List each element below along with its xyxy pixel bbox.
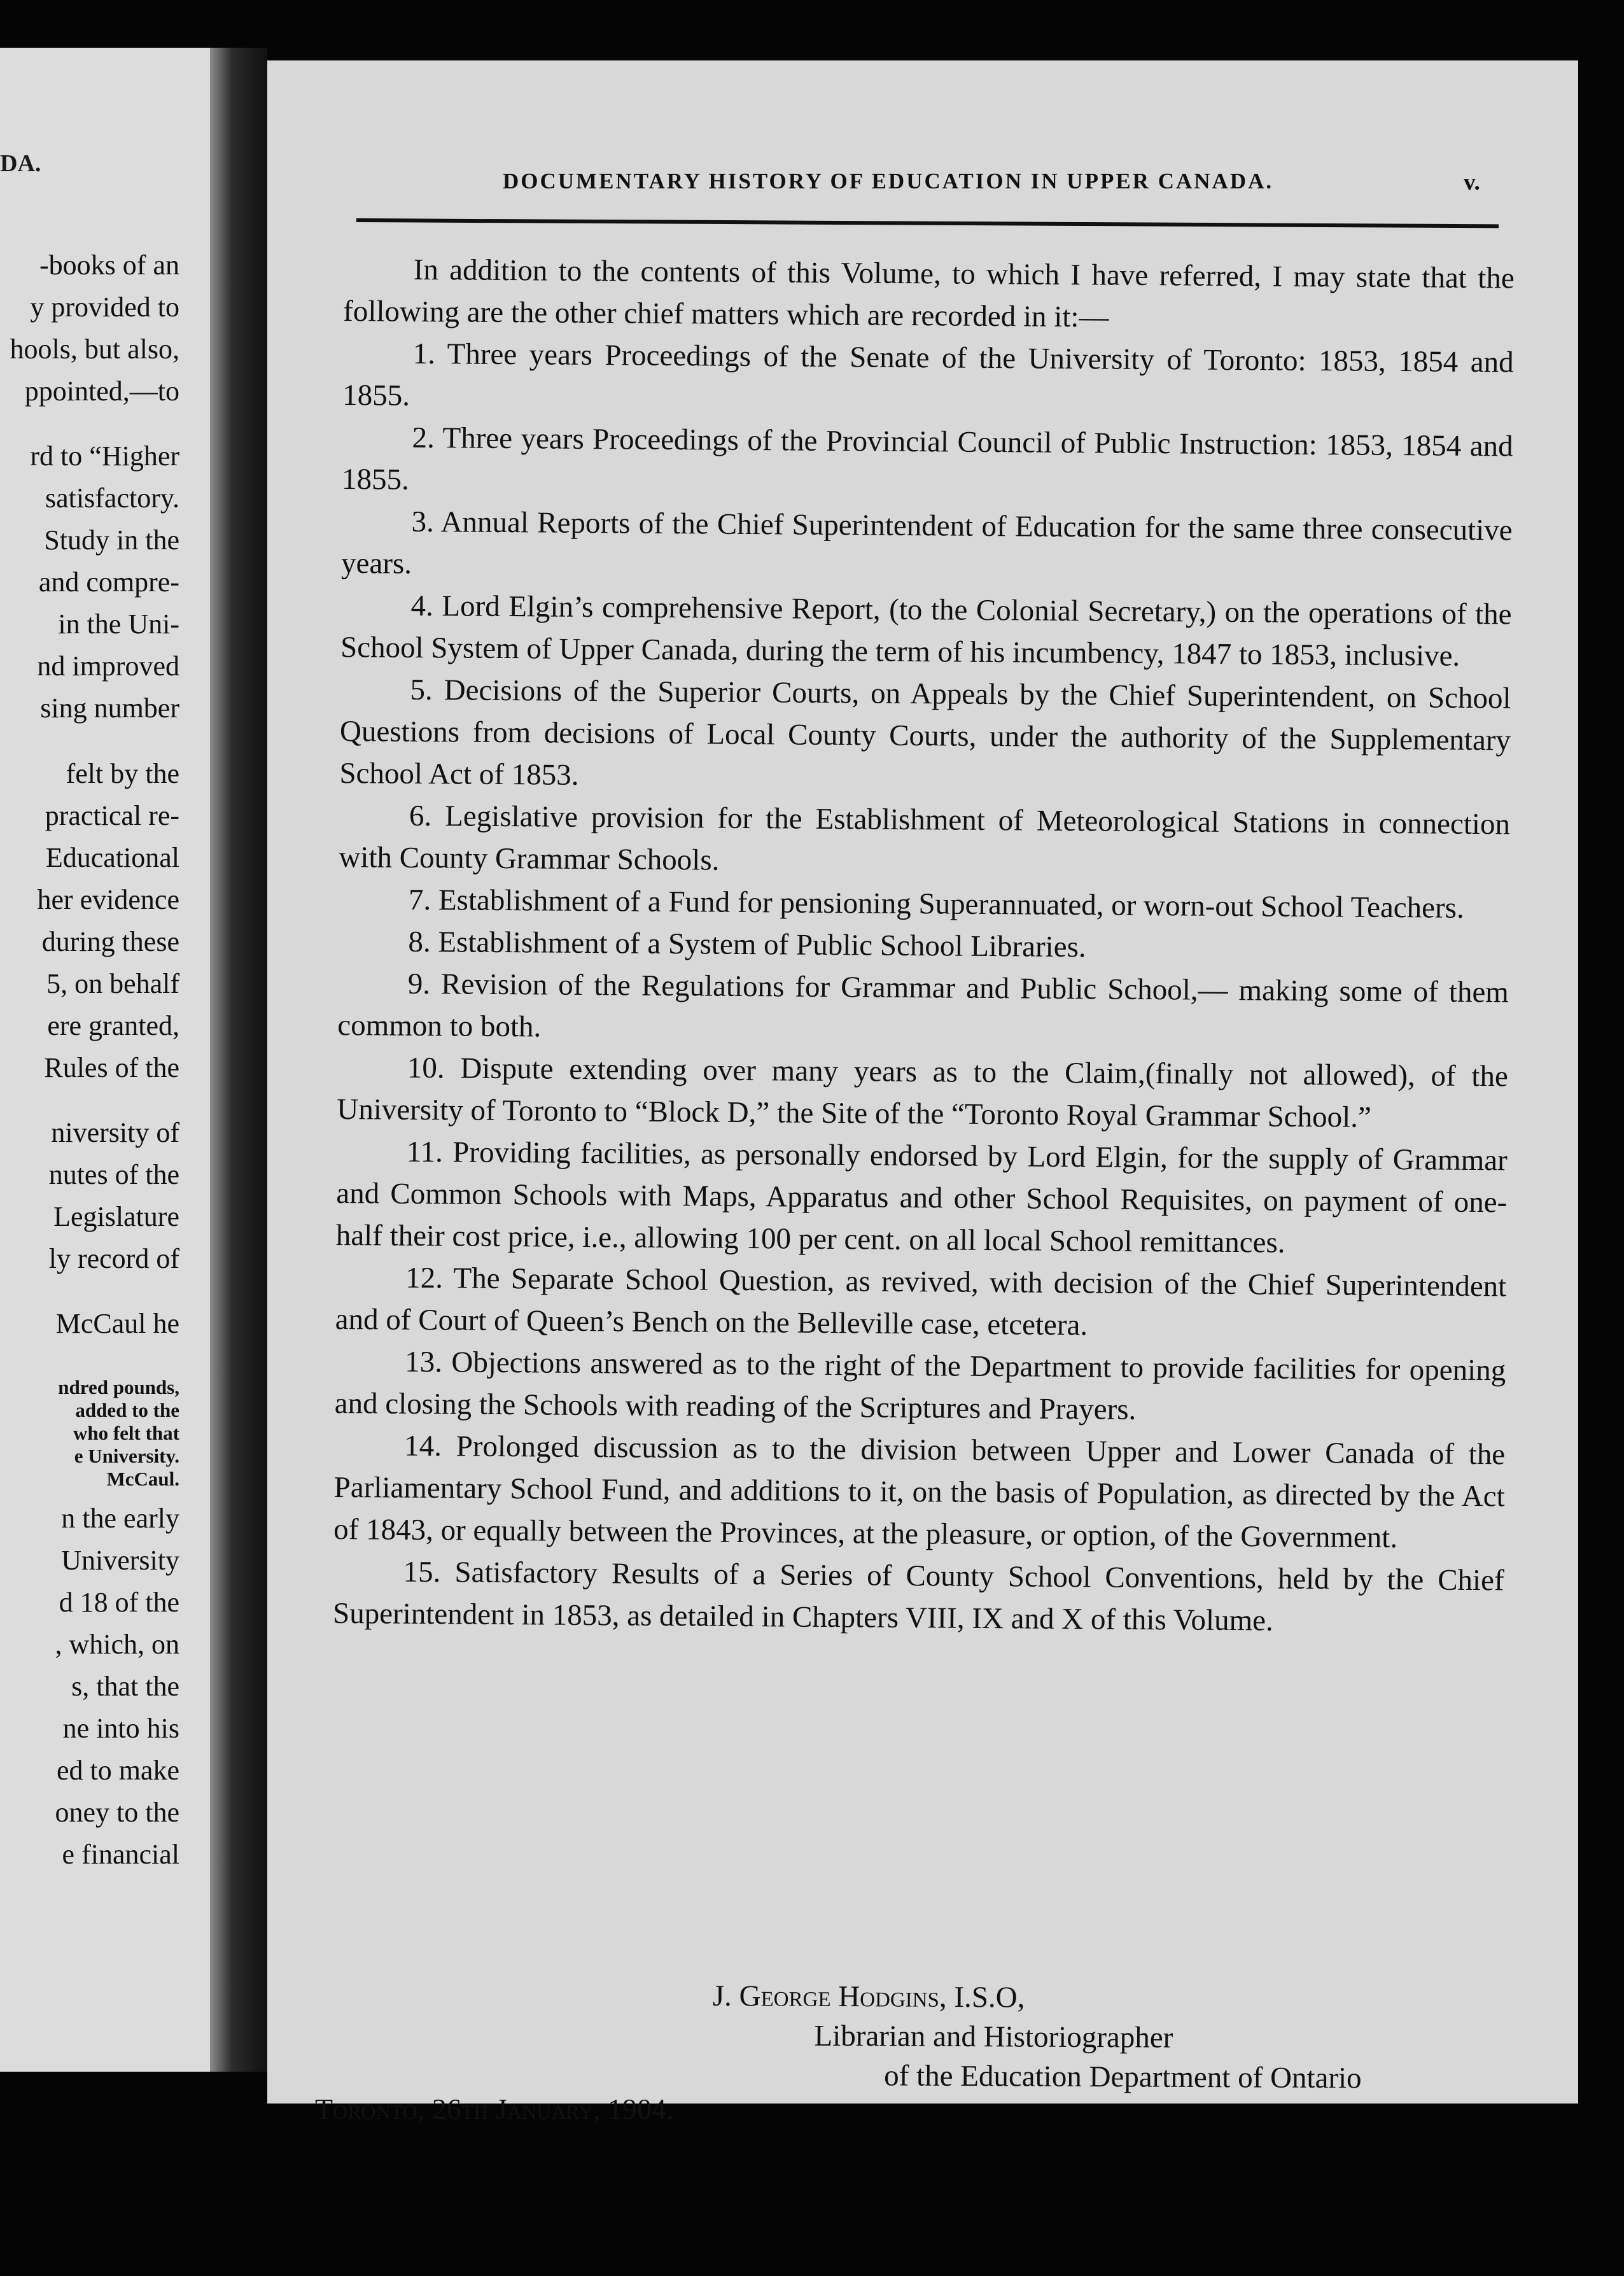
left-page-line: nd improved xyxy=(37,650,179,682)
left-page-line: and compre- xyxy=(38,566,179,598)
left-page-line: ne into his xyxy=(62,1713,179,1745)
left-page-line: ndred pounds, xyxy=(58,1376,179,1399)
left-page-line: 5, on behalf xyxy=(46,967,179,999)
list-item: 1. Three years Proceedings of the Senate of the University of Toronto: 1853, 1854 and 1855. xyxy=(342,337,1514,412)
list-item: 15. Satisfactory Results of a Series of County School Conventions, held by the Chief Superintendent in 1853, as detailed in Chapters VIII, IX and X of this Volume. xyxy=(332,1555,1504,1638)
left-page-line: ppointed,—to xyxy=(24,376,179,407)
left-page-line: felt by the xyxy=(66,757,179,789)
left-page-line: ly record of xyxy=(48,1242,179,1274)
signature-name: J. George Hodgins, I.S.O, xyxy=(712,1979,1025,2014)
left-page-line: in the Uni- xyxy=(58,608,179,640)
header-rule xyxy=(356,218,1499,228)
main-page xyxy=(267,60,1578,2125)
page-number: v. xyxy=(1464,169,1480,195)
signature-department: of the Education Department of Ontario xyxy=(884,2059,1362,2095)
left-page-line: University xyxy=(61,1545,179,1577)
left-page-line: Educational xyxy=(45,841,179,873)
list-item: 8. Establishment of a System of Public School Libraries. xyxy=(408,925,1086,964)
body-text xyxy=(333,248,1515,1643)
left-page-line: McCaul. xyxy=(106,1468,179,1491)
left-page-line: e University. xyxy=(74,1445,179,1468)
list-item: 10. Dispute extending over many years as to the Claim,(finally not allowed), of the University of Toronto to “Block D,” the Site of the “Toronto Royal Grammar School.” xyxy=(337,1051,1509,1134)
book-gutter xyxy=(210,48,267,2072)
list-item: 4. Lord Elgin’s comprehensive Report, (to the Colonial Secretary,) on the operations of the School System of Upper Canada, during the term of his incumbency, 1847 to 1853, inclusive. xyxy=(340,589,1512,673)
left-page-line: Study in the xyxy=(44,524,179,556)
left-page-line: during these xyxy=(41,925,179,957)
left-page-line: ed to make xyxy=(56,1755,179,1787)
left-page-fragment xyxy=(0,48,210,2072)
left-page-line: n the early xyxy=(61,1503,179,1535)
list-item: 2. Three years Proceedings of the Provincial Council of Public Instruction: 1853, 1854 and 1855. xyxy=(341,421,1513,496)
list-item: 7. Establishment of a Fund for pensioning Superannuated, or worn-out School Teachers. xyxy=(408,883,1464,925)
left-page-line: s, that the xyxy=(71,1671,179,1703)
list-item: 12. The Separate School Question, as revived, with decision of the Chief Superintendent and of Court of Queen’s Bench on the Belleville case, etcetera. xyxy=(335,1261,1507,1342)
left-page-line: niversity of xyxy=(51,1116,179,1148)
left-page-line: her evidence xyxy=(37,883,179,915)
left-page-line: y provided to xyxy=(30,292,179,323)
left-page-line: rd to “Higher xyxy=(30,440,179,472)
signature-block xyxy=(712,1976,1362,2098)
left-page-line: d 18 of the xyxy=(59,1587,179,1619)
left-page-line: practical re- xyxy=(45,799,179,831)
list-item: 5. Decisions of the Superior Courts, on Appeals by the Chief Superintendent, on School Questions from decisions of Local County Courts, under the authority of the Supplementary School Act of 1853. xyxy=(339,673,1511,792)
signature-title: Librarian and Historiographer xyxy=(814,2019,1173,2055)
intro-paragraph: In addition to the contents of this Volume, to which I have referred, I may state that the following are the other chief matters which are recorded in it:— xyxy=(343,253,1515,334)
left-page-line: Legislature xyxy=(53,1200,179,1232)
left-page-line: satisfactory. xyxy=(45,482,179,514)
list-item: 9. Revision of the Regulations for Grammar and Public School,— making some of them common to both. xyxy=(337,967,1509,1044)
list-item: 11. Providing facilities, as personally endorsed by Lord Elgin, for the supply of Grammar and Common Schools with Maps, Apparatus and other School Requisites, on payment of one-half their cost price, i.e., allowing 100 per cent. on all local School remittances. xyxy=(335,1135,1508,1260)
left-page-line: hools, but also, xyxy=(10,334,179,365)
left-page-line: , which, on xyxy=(55,1629,179,1661)
left-page-line: McCaul he xyxy=(55,1308,179,1340)
list-item: 3. Annual Reports of the Chief Superintendent of Education for the same three consecutive years. xyxy=(340,505,1513,580)
left-page-line: who felt that xyxy=(73,1422,179,1445)
dateline: Toronto, 26th January, 1904. xyxy=(315,2093,674,2125)
left-page-header: DA. xyxy=(0,150,41,177)
running-head: DOCUMENTARY HISTORY OF EDUCATION IN UPPER CANADA. xyxy=(503,169,1274,193)
left-page-line: sing number xyxy=(40,692,179,724)
left-page-line: nutes of the xyxy=(48,1158,179,1190)
left-page-line: ere granted, xyxy=(47,1009,179,1041)
left-page-line: -books of an xyxy=(39,249,179,281)
left-page-line: e financial xyxy=(62,1839,179,1871)
left-page-line: Rules of the xyxy=(44,1051,179,1083)
list-item: 6. Legislative provision for the Establishment of Meteorological Stations in connection with County Grammar Schools. xyxy=(339,799,1511,877)
list-item: 14. Prolonged discussion as to the division between Upper and Lower Canada of the Parliamentary School Fund, and additions to it, on the basis of Population, as directed by the Act of 1843, or equally between the Provinces, at the pleasure, or option, of the Government. xyxy=(333,1429,1506,1555)
left-page-line: added to the xyxy=(75,1399,179,1422)
left-page-line: oney to the xyxy=(55,1797,179,1829)
list-item: 13. Objections answered as to the right of the Department to provide facilities for opening and closing the Schools with reading of the Scriptures and Prayers. xyxy=(334,1345,1506,1426)
